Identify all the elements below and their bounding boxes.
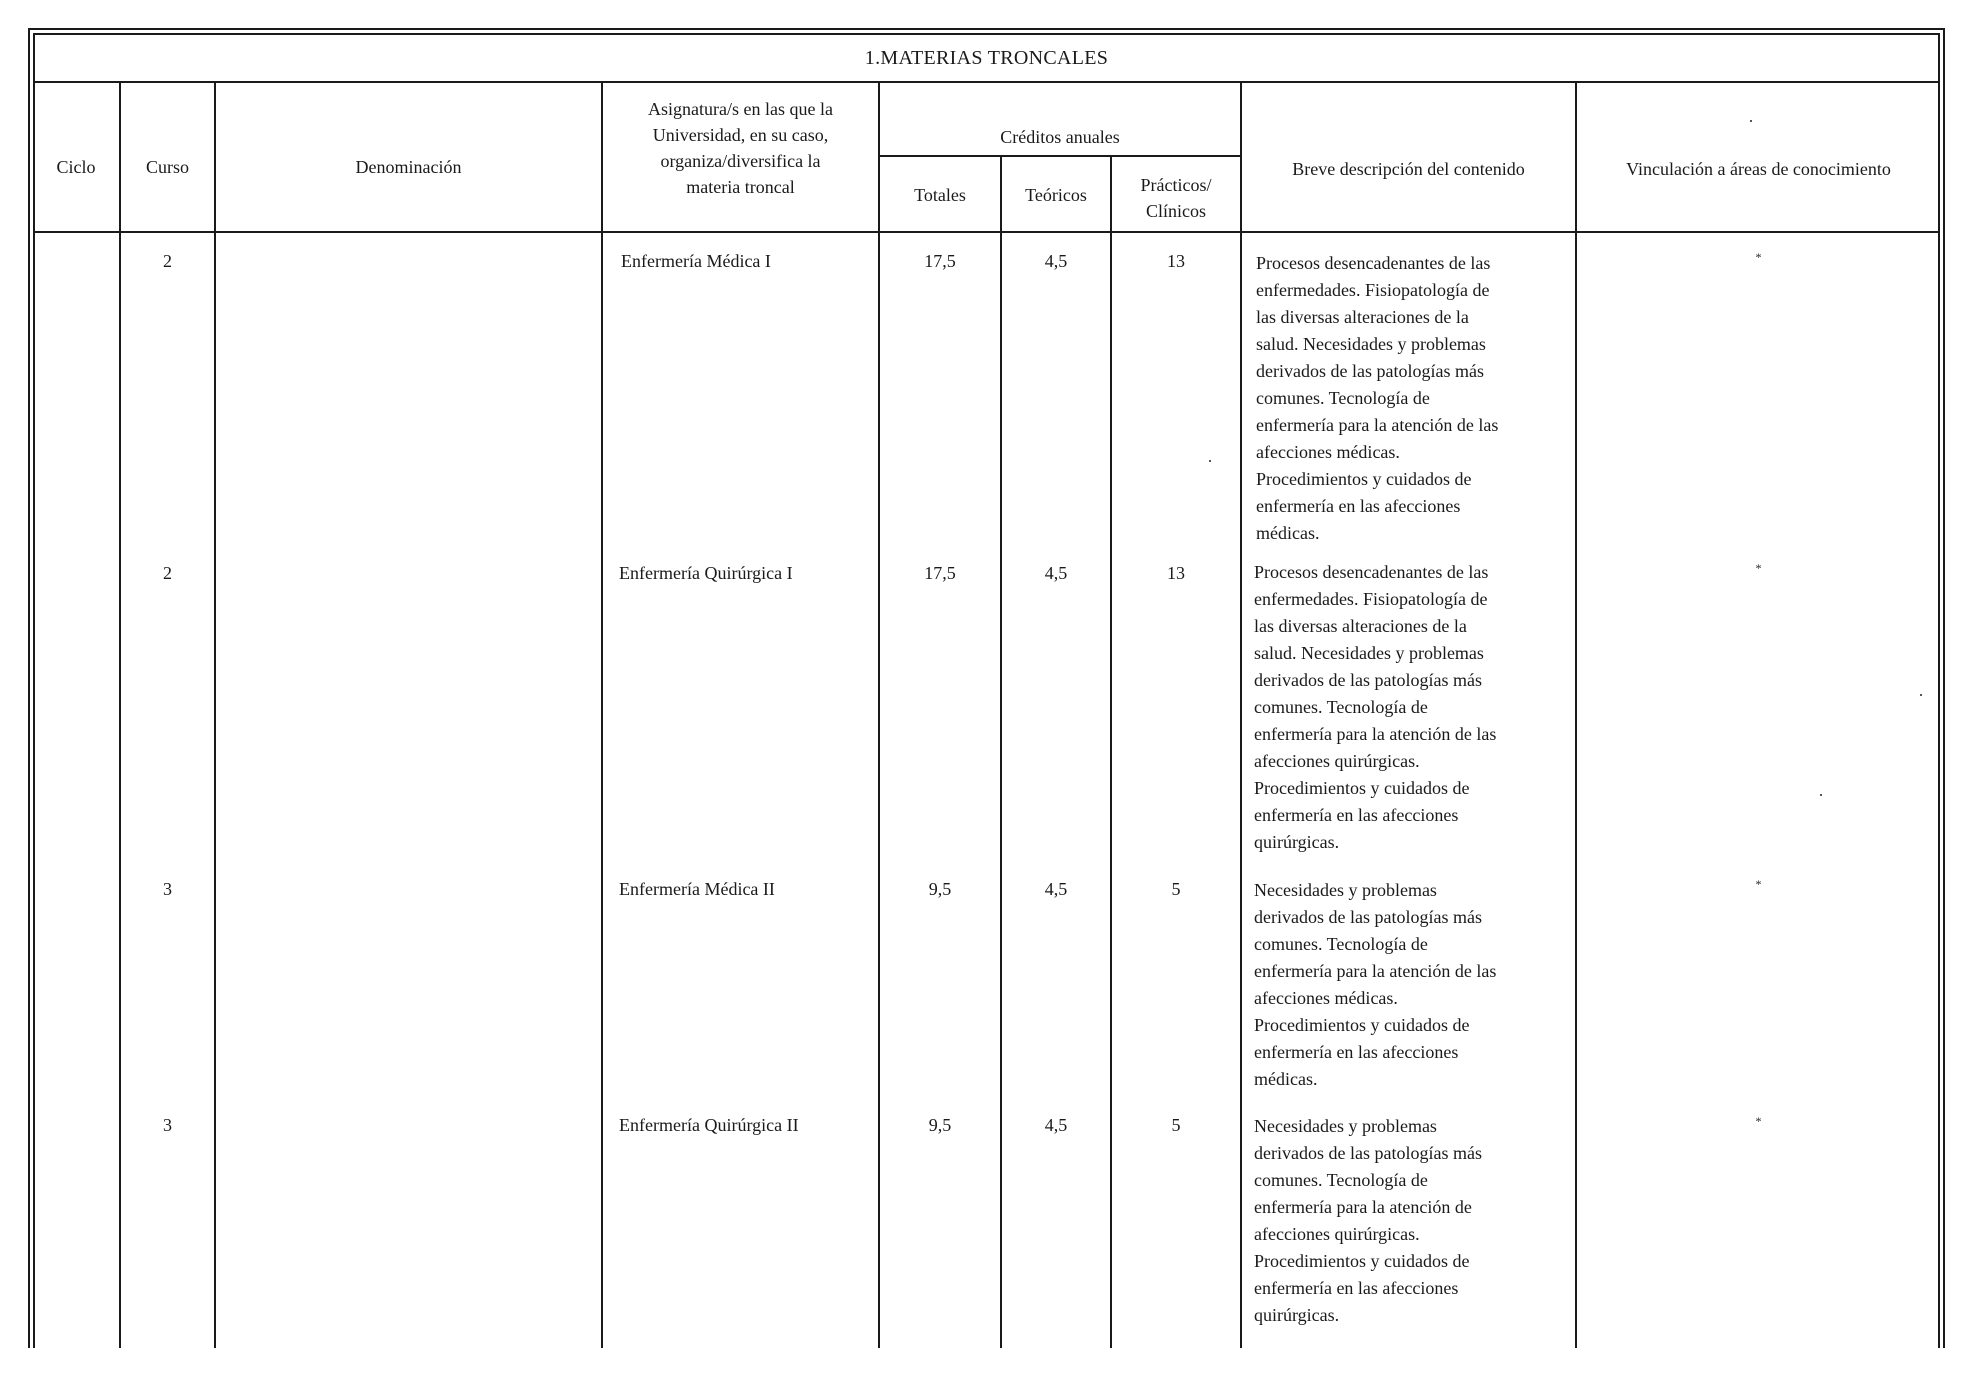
row-teoricos: 4,5 (1044, 879, 1068, 899)
row-vinculacion: * (1755, 250, 1762, 264)
row-practicos: 13 (1167, 251, 1185, 271)
row-vinculacion: * (1755, 1114, 1762, 1128)
row-teoricos: 4,5 (1044, 251, 1068, 271)
scan-speck (1920, 694, 1922, 696)
row-teoricos: 4,5 (1044, 1115, 1068, 1135)
row-curso: 3 (163, 1115, 172, 1135)
row-curso: 2 (163, 251, 172, 271)
col-divider-descripcion (1575, 81, 1577, 1348)
scan-speck (1209, 460, 1211, 462)
header-teoricos: Teóricos (1025, 185, 1087, 205)
scan-speck (1750, 120, 1752, 122)
row-totales: 17,5 (924, 563, 956, 583)
row-curso: 2 (163, 563, 172, 583)
col-divider-curso (214, 81, 216, 1348)
header-totales: Totales (914, 185, 966, 205)
row-totales: 17,5 (924, 251, 956, 271)
row-asignatura: Enfermería Quirúrgica II (619, 1115, 799, 1135)
row-practicos: 5 (1171, 879, 1181, 899)
scan-speck (1820, 794, 1822, 796)
header-breve-descripcion: Breve descripción del contenido (1292, 159, 1525, 179)
header-top-rule (33, 81, 1940, 83)
header-asignatura: Asignatura/s en las que la Universidad, en su caso, organiza/diversifica la materia troncal (648, 99, 833, 197)
header-denominacion: Denominación (355, 157, 462, 177)
header-practicos: Prácticos/ Clínicos (1140, 175, 1212, 221)
row-descripcion: Procesos desencadenantes de las enfermedades. Fisiopatología de las diversas alteraciones de la salud. Necesidades y problemas derivados de las patologías más comunes. Tecnología de enfermería para la atención de las afecciones quirúrgicas. Procedimientos y cuidados de enfermería en las afecciones quirúrgicas. (1254, 562, 1497, 852)
row-teoricos: 4,5 (1044, 563, 1068, 583)
header-vinculacion: Vinculación a áreas de conocimiento (1626, 159, 1891, 179)
row-curso: 3 (163, 879, 172, 899)
col-divider-denominacion (601, 81, 603, 1348)
row-vinculacion: * (1755, 561, 1762, 575)
row-asignatura: Enfermería Médica II (619, 879, 775, 899)
document-page (28, 28, 1945, 1348)
section-title: 1.MATERIAS TRONCALES (864, 47, 1109, 69)
row-asignatura: Enfermería Quirúrgica I (619, 563, 793, 583)
header-curso: Curso (145, 157, 189, 177)
row-descripcion: Necesidades y problemas derivados de las patologías más comunes. Tecnología de enfermería para la atención de las afecciones médicas. Procedimientos y cuidados de enfermería en las afecciones médicas. (1254, 880, 1497, 1089)
header-bottom-rule (33, 231, 1940, 233)
col-divider-creditos (1240, 81, 1242, 1348)
header-ciclo: Ciclo (56, 157, 96, 177)
row-practicos: 13 (1167, 563, 1185, 583)
row-descripcion: Procesos desencadenantes de las enfermedades. Fisiopatología de las diversas alteraciones de la salud. Necesidades y problemas derivados de las patologías más comunes. Tecnología de enfermería para la atención de las afecciones médicas. Procedimientos y cuidados de enfermería en las afecciones médicas. (1256, 253, 1499, 543)
row-totales: 9,5 (928, 879, 952, 899)
row-vinculacion: * (1755, 877, 1762, 891)
row-practicos: 5 (1171, 1115, 1181, 1135)
col-divider-teoricos (1110, 155, 1112, 1348)
header-creditos-anuales: Créditos anuales (1000, 127, 1120, 147)
row-totales: 9,5 (928, 1115, 952, 1135)
row-asignatura: Enfermería Médica I (621, 251, 771, 271)
credits-subheader-rule (880, 155, 1242, 157)
col-divider-totales (1000, 155, 1002, 1348)
row-descripcion: Necesidades y problemas derivados de las patologías más comunes. Tecnología de enfermería para la atención de afecciones quirúrgicas. Procedimientos y cuidados de enfermería en las afecciones quirúrgicas. (1254, 1116, 1482, 1325)
